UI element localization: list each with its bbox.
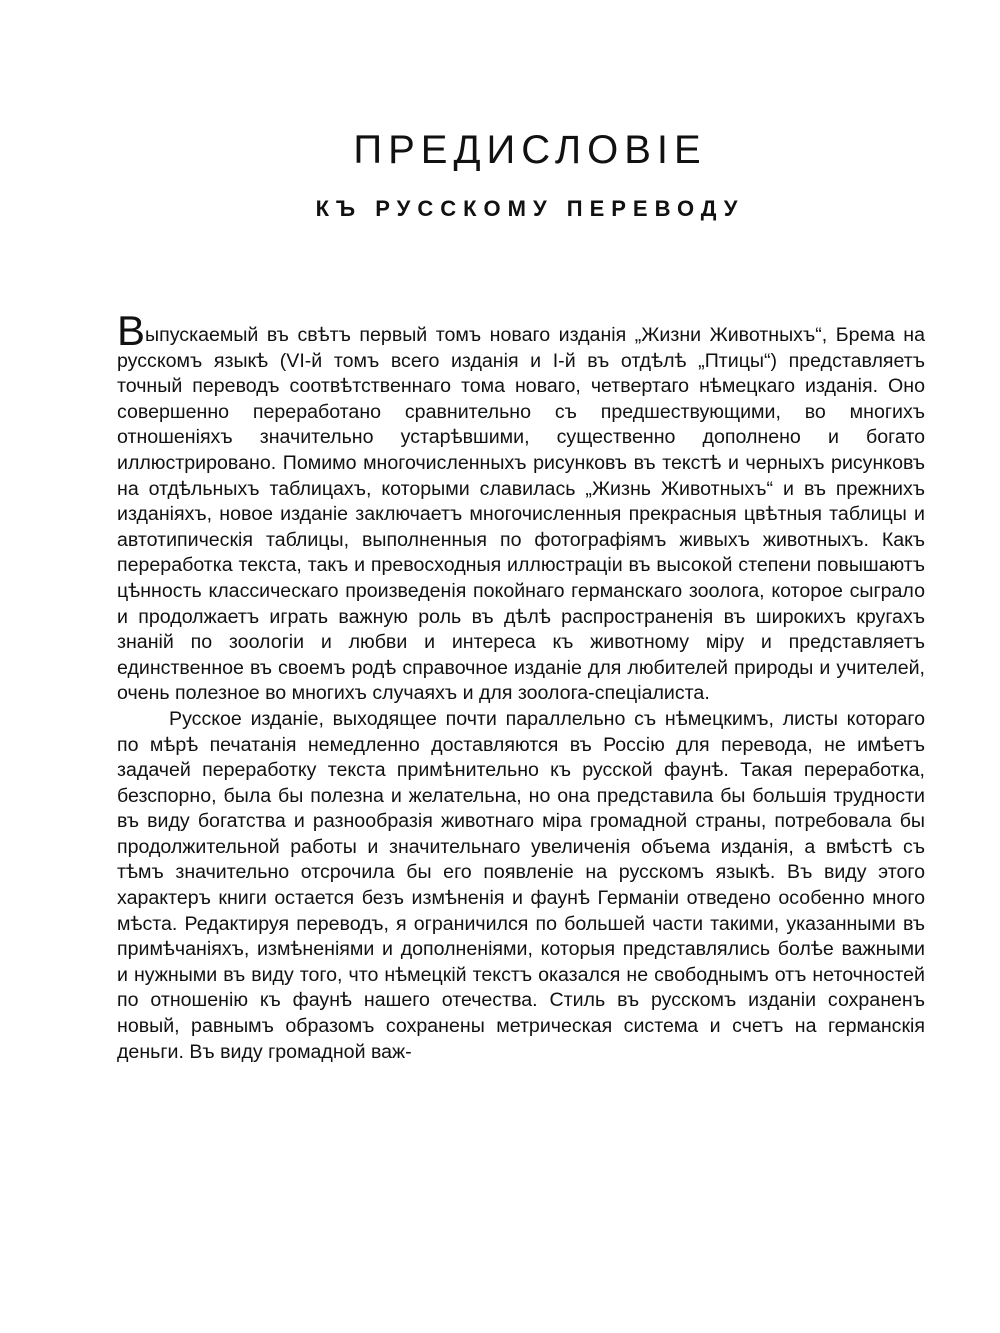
drop-cap: В <box>117 307 146 354</box>
paragraph-2: Русское изданіе, выходящее почти параллельно съ нѣмецкимъ, листы котораго по мѣрѣ печатанія немедленно доставляются въ Россію для перевода, не имѣетъ задачей переработку текста примѣнительно къ русской фаунѣ. Такая переработка, безспорно, была бы полезна и желательна, но она представила бы большія трудности въ виду богатства и разнообразія животнаго міра громадной страны, потребовала бы продолжительной работы и значительнаго увеличенія объема изданія, а вмѣстѣ съ тѣмъ значительно отсрочила бы его появленіе на русскомъ языкѣ. Въ виду этого характеръ книги остается безъ измѣненія и фаунѣ Германіи отведено особенно много мѣста. Редактируя переводъ, я ограничился по большей части такими, указанными въ примѣчаніяхъ, измѣненіями и дополненіями, которыя представлялись болѣе важными и нужными въ виду того, что нѣмецкій текстъ оказался не свободнымъ отъ неточностей по отношенію къ фаунѣ нашего отечества. Стиль въ русскомъ изданіи сохраненъ новый, равнымъ образомъ сохранены метрическая система и счетъ на германскія деньги. Въ виду громадной важ- <box>117 707 925 1063</box>
paragraph-1 <box>117 307 925 707</box>
page-title: ПРЕДИСЛОВІЕ <box>353 128 707 172</box>
body-text <box>117 307 925 1065</box>
page-subtitle: КЪ РУССКОМУ ПЕРЕВОДУ <box>315 196 745 221</box>
paragraph-1-text: ыпускаемый въ свѣтъ первый томъ новаго изданія „Жизни Животныхъ“, Брема на русскомъ языкѣ (VI-й томъ всего изданія и I-й въ отдѣлѣ „Птицы“) представляетъ точный переводъ соотвѣтственнаго тома новаго, четвертаго нѣмецкаго изданія. Оно совершенно переработано сравнительно съ предшествующими, во многихъ отношеніяхъ значительно устарѣвшими, существенно дополнено и богато иллюстрировано. Помимо многочисленныхъ рисунковъ въ текстѣ и черныхъ рисунковъ на отдѣльныхъ таблицахъ, которыми славилась „Жизнь Животныхъ“ и въ прежнихъ изданіяхъ, новое изданіе заключаетъ многочисленныя прекрасныя цвѣтныя таблицы и автотипическія таблицы, выполненныя по фотографіямъ живыхъ животныхъ. Какъ переработка текста, такъ и превосходныя иллюстраціи въ высокой степени повышаютъ цѣнность классическаго произведенія покойнаго германскаго зоолога, которое сыграло и продолжаетъ играть важную роль въ дѣлѣ распространенія въ широкихъ кругахъ знаній по зоологіи и любви и интереса къ животному міру и представляетъ единственное въ своемъ родѣ справочное изданіе для любителей природы и учителей, очень полезное во многихъ случаяхъ и для зоолога-спеціалиста. <box>117 324 925 705</box>
